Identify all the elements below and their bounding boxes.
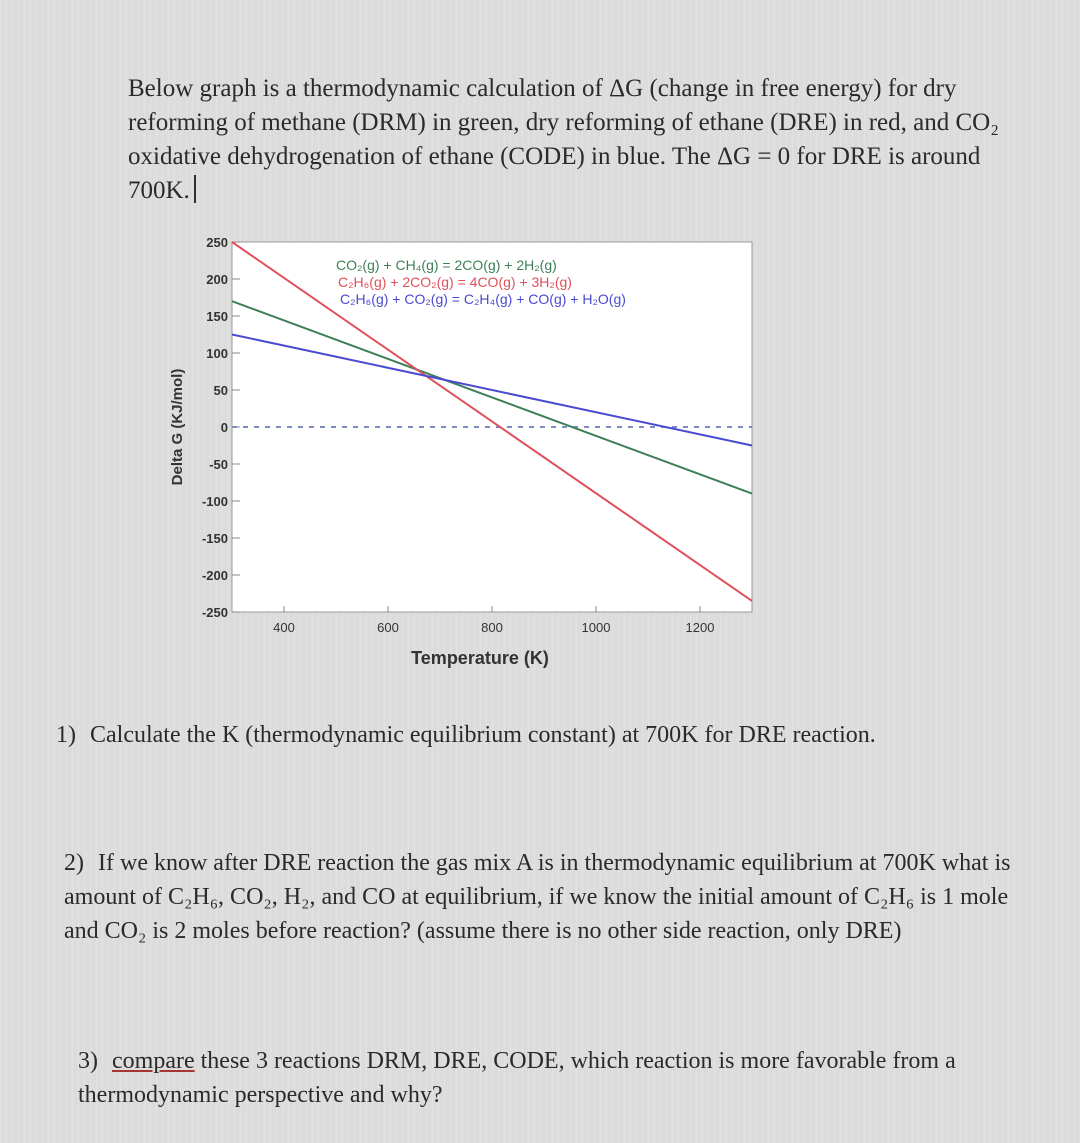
y-tick-label: 0 — [220, 420, 228, 435]
intro-paragraph — [128, 72, 1028, 208]
y-tick-label: -150 — [201, 531, 228, 546]
question-3-underlined-word: compare — [112, 1048, 195, 1074]
y-tick-label: 250 — [206, 235, 228, 250]
question-1-text: Calculate the K (thermodynamic equilibrium constant) at 700K for DRE reaction. — [90, 722, 876, 748]
x-tick-label: 1200 — [685, 620, 715, 635]
delta-g-chart — [150, 232, 770, 677]
legend-entry: C₂H₆(g) + CO₂(g) = C₂H₄(g) + CO(g) + H₂O(g) — [340, 291, 626, 307]
question-2-text: If we know after DRE reaction the gas mix A is in thermodynamic equilibrium at 700K what is amount of C₂H₆, CO₂, H₂, and CO at equilibrium, if we know the initial amount of C₂H₆ is 1 mole and CO₂ is 2 moles before reaction? (assume there is no other side reaction, only DRE) — [64, 850, 1011, 944]
legend-entry: CO₂(g) + CH₄(g) = 2CO(g) + 2H₂(g) — [336, 257, 557, 273]
y-tick-labels — [202, 235, 228, 620]
question-2-number: 2) — [64, 850, 84, 876]
y-tick-label: -100 — [201, 494, 228, 509]
y-tick-label: 100 — [206, 346, 228, 361]
x-tick-label: 1000 — [581, 620, 611, 635]
x-tick-label: 600 — [377, 620, 399, 635]
question-1-number: 1) — [56, 722, 76, 748]
x-tick-label: 400 — [273, 620, 295, 635]
y-axis-label: Delta G (KJ/mol) — [169, 368, 186, 486]
x-axis-label: Temperature (K) — [411, 648, 549, 668]
y-tick-label: 50 — [213, 383, 228, 398]
question-3-number: 3) — [78, 1048, 98, 1074]
y-tick-label: -250 — [201, 605, 228, 620]
y-tick-label: -50 — [209, 457, 228, 472]
question-3 — [78, 1044, 1038, 1112]
question-3-text: these 3 reactions DRM, DRE, CODE, which reaction is more favorable from a thermodynamic perspective and why? — [78, 1048, 956, 1108]
question-2 — [64, 846, 1024, 948]
x-tick-labels — [273, 620, 714, 635]
y-tick-label: 150 — [206, 309, 228, 324]
question-1 — [56, 718, 1016, 752]
y-tick-label: 200 — [206, 272, 228, 287]
y-tick-label: -200 — [201, 568, 228, 583]
intro-text: Below graph is a thermodynamic calculation of ΔG (change in free energy) for dry reforming of methane (DRM) in green, dry reforming of ethane (DRE) in red, and CO₂ oxidative dehydrogenation of ethane (CODE) in blue. The ΔG = 0 for DRE is around 700K. — [128, 75, 999, 204]
x-tick-label: 800 — [481, 620, 503, 635]
text-cursor — [194, 175, 196, 203]
legend-entry: C₂H₆(g) + 2CO₂(g) = 4CO(g) + 3H₂(g) — [338, 274, 572, 290]
